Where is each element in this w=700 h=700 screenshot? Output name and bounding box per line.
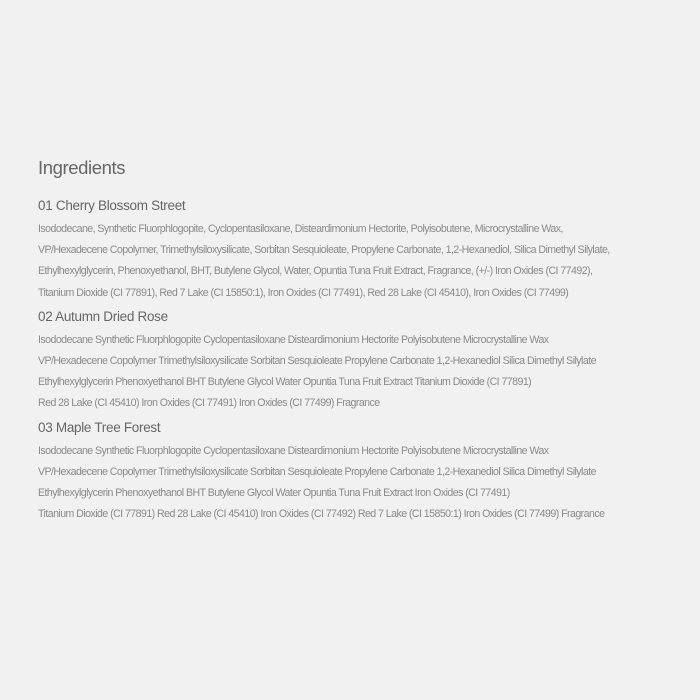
ingredient-line: Isododecane Synthetic Fluorphlogopite Cyclopentasiloxane Disteardimonium Hectorite Polyisobutene Microcrystalline Wax xyxy=(38,333,549,346)
ingredient-line: Ethylhexylglycerin Phenoxyethanol BHT Butylene Glycol Water Opuntia Tuna Fruit Extract Titanium Dioxide (CI 77891) xyxy=(38,376,532,389)
page-title: Ingredients xyxy=(38,157,126,178)
section-maple-tree-forest xyxy=(38,418,668,526)
section-autumn-dried-rose xyxy=(38,307,668,415)
ingredient-line: Titanium Dioxide (CI 77891) Red 28 Lake (CI 45410) Iron Oxides (CI 77492) Red 7 Lake (CI 15850:1) Iron Oxides (CI 77499) Fragrance xyxy=(38,508,605,521)
ingredient-line: Ethylhexylglycerin, Phenoxyethanol, BHT, Butylene Glycol, Water, Opuntia Tuna Fruit Extract, Fragrance, (+/-) Iron Oxides (CI 77492), xyxy=(38,265,593,278)
ingredient-line: VP/Hexadecene Copolymer Trimethylsiloxysilicate Sorbitan Sesquioleate Propylene Carbonate 1,2-Hexanediol Silica Dimethyl Silylate xyxy=(38,355,596,368)
ingredients-panel xyxy=(38,156,668,528)
ingredient-line: Isododecane Synthetic Fluorphlogopite Cyclopentasiloxane Disteardimonium Hectorite Polyisobutene Microcrystalline Wax xyxy=(38,444,549,457)
section-cherry-blossom-street xyxy=(38,196,668,304)
ingredient-line: Ethylhexylglycerin Phenoxyethanol BHT Butylene Glycol Water Opuntia Tuna Fruit Extract Iron Oxides (CI 77491) xyxy=(38,487,510,500)
section-title: 03 Maple Tree Forest xyxy=(38,419,161,435)
ingredient-line: Titanium Dioxide (CI 77891), Red 7 Lake (CI 15850:1), Iron Oxides (CI 77491), Red 28 Lake (CI 45410), Iron Oxides (CI 77499) xyxy=(38,286,569,299)
ingredient-line: Isododecane, Synthetic Fluorphlogopite, Cyclopentasiloxane, Disteardimonium Hectorite, Polyisobutene, Microcrystalline Wax, xyxy=(38,223,563,235)
ingredient-line: Red 28 Lake (CI 45410) Iron Oxides (CI 77491) Iron Oxides (CI 77499) Fragrance xyxy=(38,397,380,410)
ingredient-line: VP/Hexadecene Copolymer, Trimethylsiloxysilicate, Sorbitan Sesquioleate, Propylene Carbonate, 1,2-Hexanediol, Silica Dimethyl Silylate, xyxy=(38,244,610,257)
ingredient-line: VP/Hexadecene Copolymer Trimethylsiloxysilicate Sorbitan Sesquioleate Propylene Carbonate 1,2-Hexanediol Silica Dimethyl Silylate xyxy=(38,465,596,478)
section-title: 02 Autumn Dried Rose xyxy=(38,308,168,324)
section-title: 01 Cherry Blossom Street xyxy=(38,198,186,213)
